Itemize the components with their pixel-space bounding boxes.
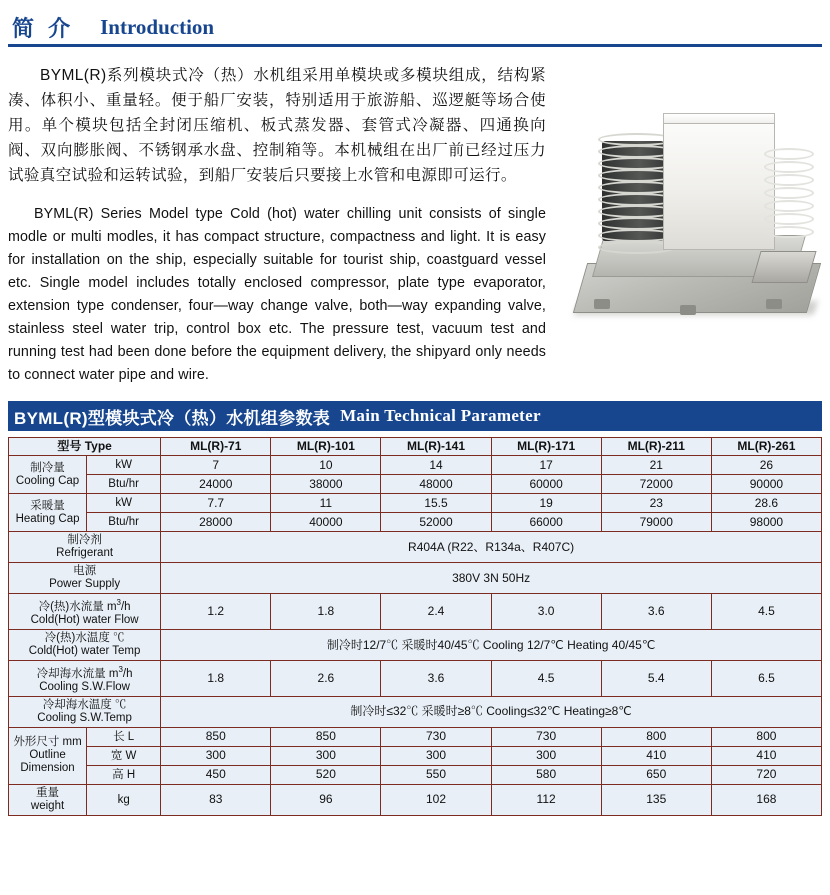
table-row	[9, 475, 822, 494]
row-label: 制冷量 Cooling Cap	[9, 456, 87, 494]
row-label: 冷(热)水温度 ℃ Cold(Hot) water Temp	[9, 630, 161, 661]
cell-value-span: R404A (R22、R134a、R407C)	[161, 532, 822, 563]
product-coil	[598, 133, 672, 253]
row-unit: kW	[87, 494, 161, 513]
table-row	[9, 696, 822, 727]
cell-value: 3.6	[601, 594, 711, 630]
cell-value: 7	[161, 456, 271, 475]
section-title-cn: 简 介	[12, 15, 75, 41]
product-cabinet	[663, 123, 775, 250]
table-title-cn: BYML(R)型模块式冷（热）水机组参数表	[14, 408, 331, 428]
header-model: 型号 Type	[9, 438, 161, 456]
cell-value: 550	[381, 765, 491, 784]
cell-value: 28.6	[711, 494, 821, 513]
header-model-1: ML(R)-71	[161, 438, 271, 456]
cell-value-span: 制冷时12/7℃ 采暖时40/45℃ Cooling 12/7℃ Heating 40/45℃	[161, 630, 822, 661]
row-label: 冷却海水温度 ℃ Cooling S.W.Temp	[9, 696, 161, 727]
introduction-block	[8, 63, 822, 388]
cell-value: 168	[711, 784, 821, 815]
cell-value: 38000	[271, 475, 381, 494]
product-piping	[764, 148, 810, 243]
table-row	[9, 594, 822, 630]
cell-value: 410	[711, 746, 821, 765]
table-row	[9, 513, 822, 532]
cell-value: 650	[601, 765, 711, 784]
cell-value: 720	[711, 765, 821, 784]
cell-value: 135	[601, 784, 711, 815]
product-photo	[568, 63, 828, 328]
cell-value: 14	[381, 456, 491, 475]
cell-value: 4.5	[711, 594, 821, 630]
row-unit: kW	[87, 456, 161, 475]
section-header	[8, 10, 822, 47]
cell-value: 10	[271, 456, 381, 475]
row-label: 采暖量 Heating Cap	[9, 494, 87, 532]
row-label: 电源 Power Supply	[9, 563, 161, 594]
cell-value-span: 制冷时≤32℃ 采暖时≥8℃ Cooling≤32℃ Heating≥8℃	[161, 696, 822, 727]
cell-value: 72000	[601, 475, 711, 494]
cell-value: 850	[161, 727, 271, 746]
cell-value: 4.5	[491, 661, 601, 697]
row-unit: Btu/hr	[87, 513, 161, 532]
cell-value: 450	[161, 765, 271, 784]
cell-value: 1.8	[271, 594, 381, 630]
header-model-3: ML(R)-141	[381, 438, 491, 456]
intro-paragraph-cn: BYML(R)系列模块式冷（热）水机组采用单模块或多模块组成，结构紧凑、体积小、重量轻。便于船厂安装，特别适用于旅游船、巡逻艇等场合使用。单个模块包括全封闭压缩机、板式蒸发器、套管式冷凝器、四通换向阀、双向膨胀阀、不锈钢承水盘、控制箱等。本机械组在出厂前已经过压力试验真空试验和运转试验，到船厂安装后只要接上水管和电源即可运行。	[8, 66, 546, 184]
cell-value: 23	[601, 494, 711, 513]
cell-value: 2.4	[381, 594, 491, 630]
cell-value: 300	[381, 746, 491, 765]
header-model-6: ML(R)-261	[711, 438, 821, 456]
table-row	[9, 661, 822, 697]
cell-value: 300	[491, 746, 601, 765]
row-unit: Btu/hr	[87, 475, 161, 494]
cell-value: 102	[381, 784, 491, 815]
table-row	[9, 727, 822, 746]
cell-value: 52000	[381, 513, 491, 532]
header-model-4: ML(R)-171	[491, 438, 601, 456]
cell-value: 1.8	[161, 661, 271, 697]
cell-value: 90000	[711, 475, 821, 494]
table-row	[9, 494, 822, 513]
cell-value: 48000	[381, 475, 491, 494]
table-title-en: Main Technical Parameter	[340, 406, 541, 426]
cell-value: 800	[711, 727, 821, 746]
table-row	[9, 746, 822, 765]
cell-value: 2.6	[271, 661, 381, 697]
row-unit: 宽 W	[87, 746, 161, 765]
header-model-2: ML(R)-101	[271, 438, 381, 456]
technical-parameter-table	[8, 437, 822, 816]
table-row	[9, 563, 822, 594]
row-unit: 长 L	[87, 727, 161, 746]
cell-value: 410	[601, 746, 711, 765]
cell-value: 98000	[711, 513, 821, 532]
cell-value: 19	[491, 494, 601, 513]
section-title-en: Introduction	[100, 14, 215, 39]
cell-value: 730	[491, 727, 601, 746]
cell-value: 112	[491, 784, 601, 815]
row-label: 重量 weight	[9, 784, 87, 815]
cell-value: 83	[161, 784, 271, 815]
cell-value-span: 380V 3N 50Hz	[161, 563, 822, 594]
header-model-5: ML(R)-211	[601, 438, 711, 456]
product-foot	[766, 299, 782, 309]
row-label: 制冷剂 Refrigerant	[9, 532, 161, 563]
cell-value: 11	[271, 494, 381, 513]
cell-value: 850	[271, 727, 381, 746]
cell-value: 3.6	[381, 661, 491, 697]
table-row	[9, 456, 822, 475]
cell-value: 580	[491, 765, 601, 784]
table-header-row	[9, 438, 822, 456]
table-title-bar	[8, 401, 822, 431]
row-label: 冷(热)水流量 $m^3/h$ Cold(Hot) water Flow	[9, 594, 161, 630]
table-row	[9, 630, 822, 661]
cell-value: 79000	[601, 513, 711, 532]
table-row	[9, 765, 822, 784]
product-foot	[680, 305, 696, 315]
cell-value: 7.7	[161, 494, 271, 513]
product-control-box	[751, 251, 816, 283]
row-label: 冷却海水流量 $m^3/h$ Cooling S.W.Flow	[9, 661, 161, 697]
cell-value: 17	[491, 456, 601, 475]
row-label: 外形尺寸 mm Outline Dimension	[9, 727, 87, 784]
product-foot	[594, 299, 610, 309]
cell-value: 6.5	[711, 661, 821, 697]
cell-value: 3.0	[491, 594, 601, 630]
table-row	[9, 784, 822, 815]
cell-value: 300	[161, 746, 271, 765]
cell-value: 15.5	[381, 494, 491, 513]
cell-value: 300	[271, 746, 381, 765]
cell-value: 730	[381, 727, 491, 746]
row-unit: 高 H	[87, 765, 161, 784]
cell-value: 28000	[161, 513, 271, 532]
cell-value: 66000	[491, 513, 601, 532]
cell-value: 5.4	[601, 661, 711, 697]
cell-value: 40000	[271, 513, 381, 532]
cell-value: 96	[271, 784, 381, 815]
cell-value: 800	[601, 727, 711, 746]
cell-value: 26	[711, 456, 821, 475]
cell-value: 520	[271, 765, 381, 784]
cell-value: 1.2	[161, 594, 271, 630]
intro-paragraph-en: BYML(R) Series Model type Cold (hot) water chilling unit consists of single modle or multi modles, it has compact structure, compactness and light. It is easy for installation on the ship, especially suitable for tourist ship, coastguard vessel etc. Single model includes totally enclosed compressor, plate type evaporator, extension type condenser, four—way change valve, both—way expanding valve, stainless steel water trip, control box etc. The pressure test, vacuum test and running test had been done before the equipment delivery, the shipyard only needs to connect water pipe and wire.	[8, 206, 546, 383]
row-unit: kg	[87, 784, 161, 815]
table-row	[9, 532, 822, 563]
cell-value: 60000	[491, 475, 601, 494]
cell-value: 21	[601, 456, 711, 475]
cell-value: 24000	[161, 475, 271, 494]
